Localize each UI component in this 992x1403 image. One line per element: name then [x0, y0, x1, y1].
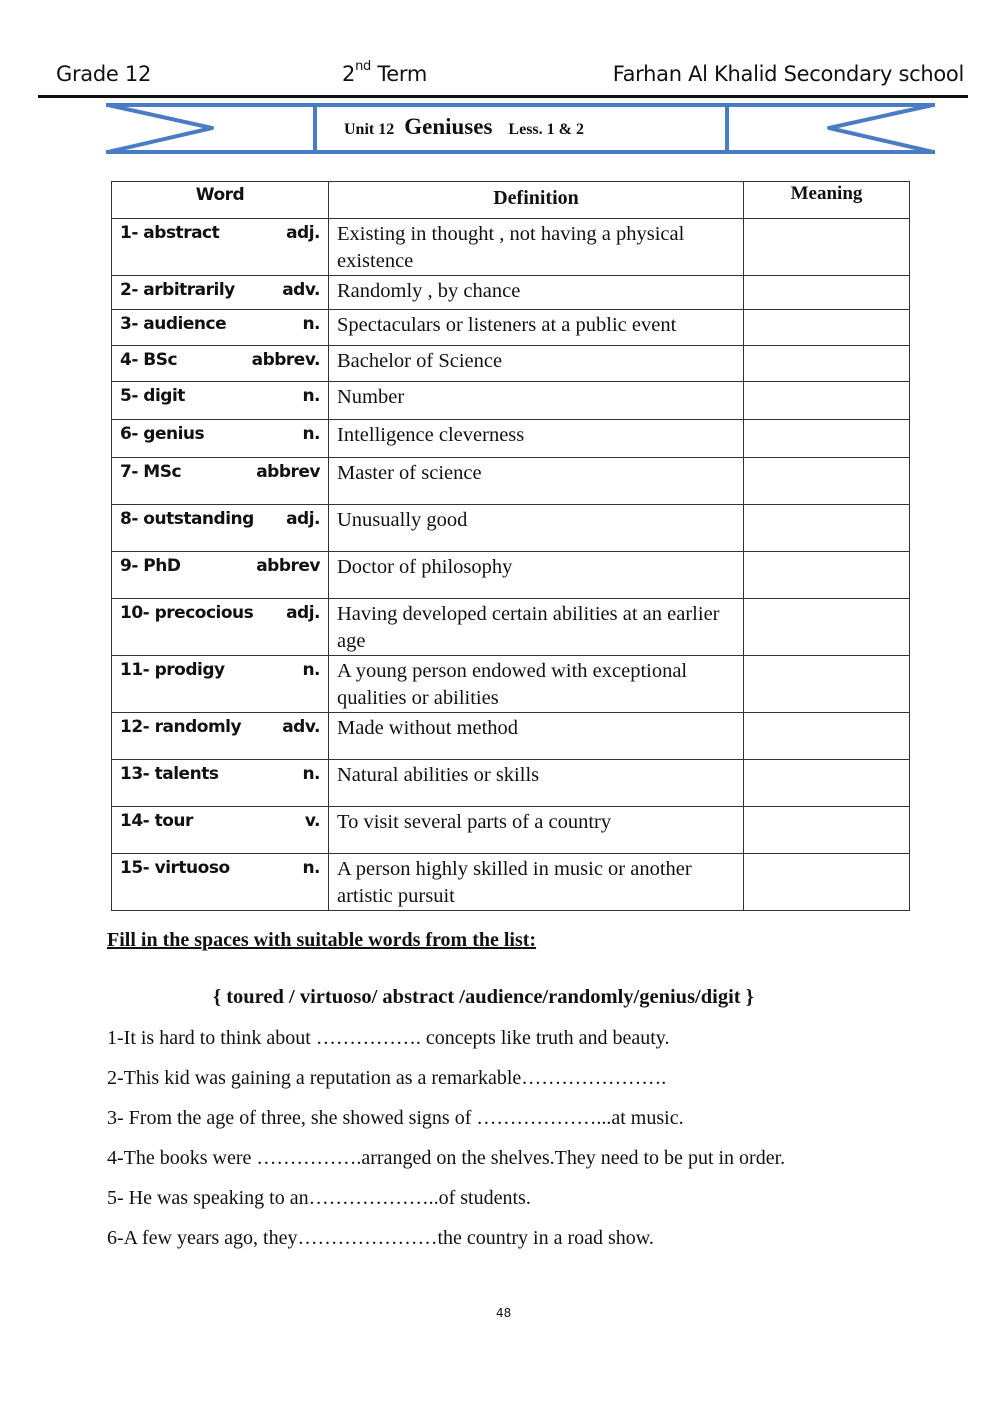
word-cell	[112, 310, 329, 346]
left-arrow-shape	[108, 105, 212, 152]
meaning-cell[interactable]	[744, 382, 910, 420]
part-of-speech: adj.	[286, 603, 320, 623]
right-arrow-shape	[829, 105, 933, 152]
word-cell	[112, 854, 329, 911]
table-row	[112, 382, 910, 420]
word-cell	[112, 420, 329, 458]
word-cell	[112, 713, 329, 760]
term-label	[342, 59, 428, 86]
word-text: 15- virtuoso	[120, 858, 230, 878]
table-row	[112, 807, 910, 854]
part-of-speech: n.	[302, 314, 320, 334]
term-word: Term	[370, 62, 428, 86]
definition-cell: Natural abilities or skills	[329, 760, 744, 807]
word-text: 11- prodigy	[120, 660, 225, 680]
word-text: 12- randomly	[120, 717, 242, 737]
header-definition: Definition	[329, 182, 744, 219]
part-of-speech: n.	[302, 424, 320, 444]
table-header-row	[112, 182, 910, 219]
table-row	[112, 458, 910, 505]
grade-label: Grade 12	[56, 62, 152, 86]
lesson-label: Less. 1 & 2	[508, 121, 584, 138]
definition-cell: Spectaculars or listeners at a public event	[329, 310, 744, 346]
definition-cell: Intelligence cleverness	[329, 420, 744, 458]
definition-cell: Having developed certain abilities at an earlier age	[329, 599, 744, 656]
exercise-sentence: 1-It is hard to think about ……………. concepts like truth and beauty.	[107, 1027, 670, 1049]
meaning-cell[interactable]	[744, 219, 910, 276]
table-row	[112, 599, 910, 656]
table-row	[112, 656, 910, 713]
table-row	[112, 552, 910, 599]
meaning-cell[interactable]	[744, 505, 910, 552]
part-of-speech: abbrev.	[251, 350, 320, 370]
word-text: 4- BSc	[120, 350, 178, 370]
meaning-cell[interactable]	[744, 713, 910, 760]
term-number: 2	[342, 62, 356, 86]
meaning-cell[interactable]	[744, 552, 910, 599]
word-text: 10- precocious	[120, 603, 254, 623]
definition-cell: Made without method	[329, 713, 744, 760]
word-text: 6- genius	[120, 424, 205, 444]
table-row	[112, 420, 910, 458]
word-cell	[112, 276, 329, 310]
part-of-speech: n.	[302, 660, 320, 680]
meaning-cell[interactable]	[744, 599, 910, 656]
meaning-cell[interactable]	[744, 807, 910, 854]
meaning-cell[interactable]	[744, 458, 910, 505]
header-meaning: Meaning	[744, 182, 910, 219]
definition-cell: Bachelor of Science	[329, 346, 744, 382]
definition-cell: Existing in thought , not having a physical existence	[329, 219, 744, 276]
word-cell	[112, 599, 329, 656]
part-of-speech: v.	[304, 811, 320, 831]
definition-cell: A person highly skilled in music or another artistic pursuit	[329, 854, 744, 911]
word-cell	[112, 219, 329, 276]
word-text: 14- tour	[120, 811, 193, 831]
word-cell	[112, 382, 329, 420]
word-cell	[112, 346, 329, 382]
exercise-sentence: 6-A few years ago, they…………………the country in a road show.	[107, 1227, 654, 1249]
definition-cell: Unusually good	[329, 505, 744, 552]
meaning-cell[interactable]	[744, 854, 910, 911]
table-row	[112, 713, 910, 760]
meaning-cell[interactable]	[744, 276, 910, 310]
definition-cell: To visit several parts of a country	[329, 807, 744, 854]
table-row	[112, 346, 910, 382]
term-ordinal-suffix: nd	[355, 59, 371, 74]
word-text: 5- digit	[120, 386, 185, 406]
definition-cell: Master of science	[329, 458, 744, 505]
word-text: 13- talents	[120, 764, 219, 784]
exercise-sentence: 3- From the age of three, she showed signs of ………………...at music.	[107, 1107, 684, 1129]
meaning-cell[interactable]	[744, 420, 910, 458]
word-text: 2- arbitrarily	[120, 280, 235, 300]
word-bank: { toured / virtuoso/ abstract /audience/randomly/genius/digit }	[213, 986, 754, 1008]
header-rule	[38, 95, 968, 98]
word-cell	[112, 760, 329, 807]
word-cell	[112, 505, 329, 552]
part-of-speech: abbrev	[256, 556, 320, 576]
vocabulary-table	[111, 181, 910, 911]
school-name: Farhan Al Khalid Secondary school	[612, 62, 964, 86]
unit-number: Unit 12	[344, 121, 395, 138]
definition-cell: Number	[329, 382, 744, 420]
table-row	[112, 760, 910, 807]
word-text: 3- audience	[120, 314, 227, 334]
word-cell	[112, 656, 329, 713]
exercise-sentence: 2-This kid was gaining a reputation as a remarkable………………….	[107, 1067, 667, 1089]
unit-title: Geniuses	[404, 114, 493, 139]
part-of-speech: adv.	[282, 280, 320, 300]
meaning-cell[interactable]	[744, 760, 910, 807]
word-cell	[112, 807, 329, 854]
table-row	[112, 276, 910, 310]
part-of-speech: abbrev	[256, 462, 320, 482]
word-text: 9- PhD	[120, 556, 181, 576]
meaning-cell[interactable]	[744, 656, 910, 713]
page-number: 48	[496, 1306, 512, 1320]
part-of-speech: n.	[302, 386, 320, 406]
table-row	[112, 854, 910, 911]
part-of-speech: n.	[302, 764, 320, 784]
definition-cell: Doctor of philosophy	[329, 552, 744, 599]
part-of-speech: n.	[302, 858, 320, 878]
word-cell	[112, 552, 329, 599]
header-word: Word	[112, 182, 329, 219]
meaning-cell[interactable]	[744, 310, 910, 346]
word-text: 1- abstract	[120, 223, 220, 243]
definition-cell: A young person endowed with exceptional qualities or abilities	[329, 656, 744, 713]
word-text: 7- MSc	[120, 462, 182, 482]
table-row	[112, 505, 910, 552]
word-cell	[112, 458, 329, 505]
table-row	[112, 310, 910, 346]
word-text: 8- outstanding	[120, 509, 254, 529]
definition-cell: Randomly , by chance	[329, 276, 744, 310]
exercise-sentence: 5- He was speaking to an………………..of students.	[107, 1187, 531, 1209]
part-of-speech: adj.	[286, 223, 320, 243]
part-of-speech: adj.	[286, 509, 320, 529]
table-row	[112, 219, 910, 276]
meaning-cell[interactable]	[744, 346, 910, 382]
unit-heading	[344, 114, 584, 140]
exercise-sentence: 4-The books were …………….arranged on the shelves.They need to be put in order.	[107, 1147, 786, 1169]
part-of-speech: adv.	[282, 717, 320, 737]
exercise-title: Fill in the spaces with suitable words from the list:	[107, 929, 537, 951]
